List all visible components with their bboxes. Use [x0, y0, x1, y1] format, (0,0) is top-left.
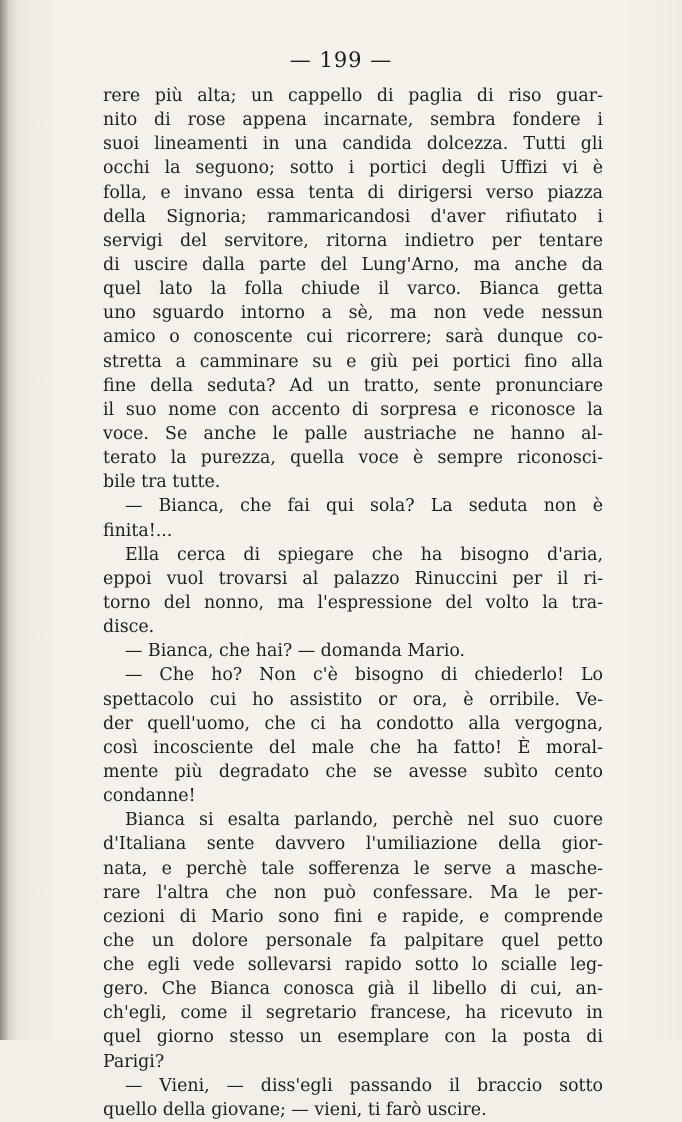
dialogue-line: — Bianca, che hai? — domanda Mario. — [125, 641, 466, 662]
dialogue-line: — Bianca, che fai qui sola? La seduta non è — [125, 496, 603, 517]
text-line: condanne! — [103, 786, 196, 807]
page-spine-shadow — [0, 0, 9, 1040]
text-line: rere più alta; un cappello di paglia di riso guar- — [103, 86, 603, 106]
text-line: suoi lineamenti in una candida dolcezza. Tutti gli — [103, 134, 603, 155]
text-line: cezioni di Mario sono fini e rapide, e comprende — [103, 906, 603, 927]
text-line: folla, e invano essa tenta di dirigersi verso piazza — [103, 182, 603, 203]
text-line: così incosciente del male che ha fatto! È moral- — [103, 737, 603, 758]
dialogue-line: — Vieni, — diss'egli passando il braccio sotto — [125, 1075, 603, 1096]
text-line: der quell'uomo, che ci ha condotto alla vergogna, — [103, 713, 603, 734]
text-line: bile tra tutte. — [103, 472, 221, 493]
text-line: d'Italiana sente davvero l'umiliazione della gior- — [103, 834, 603, 855]
text-line: quel lato la folla chiude il varco. Bianca getta — [103, 279, 603, 300]
page-number: — 199 — — [289, 48, 393, 72]
text-line: terato la purezza, quella voce è sempre riconosci- — [103, 448, 603, 469]
dialogue-line: — Che ho? Non c'è bisogno di chiederlo! Lo — [125, 665, 603, 686]
paragraph-start-line: Ella cerca di spiegare che ha bisogno d'aria, — [125, 544, 603, 565]
text-line: stretta a camminare su e giù pei portici fino alla — [103, 351, 603, 372]
text-line: ch'egli, come il segretario francese, ha ricevuto in — [103, 1003, 603, 1024]
text-line: voce. Se anche le palle austriache ne hanno al- — [103, 423, 603, 444]
text-line: amico o conoscente cui ricorrere; sarà dunque co- — [103, 327, 603, 348]
body-text — [103, 84, 603, 1122]
text-line: finita!... — [103, 520, 173, 541]
text-line: che egli vede sollevarsi rapido sotto lo scialle leg- — [103, 955, 603, 976]
text-line: occhi la seguono; sotto i portici degli Uffizi vi è — [103, 158, 603, 179]
text-line: nata, e perchè tale sofferenza le serve a masche- — [103, 858, 603, 879]
text-line: mente più degradato che se avesse subìto cento — [103, 761, 603, 782]
text-line: di uscire dalla parte del Lung'Arno, ma anche da — [103, 254, 603, 275]
text-line: rare l'altra che non può confessare. Ma le per- — [103, 882, 603, 903]
text-line: quello della giovane; — vieni, ti farò uscire. — [103, 1099, 487, 1120]
text-line: spettacolo cui ho assistito or ora, è orribile. Ve- — [103, 689, 603, 710]
text-line: quel giorno stesso un esemplare con la posta di — [103, 1027, 603, 1048]
text-line: torno del nonno, ma l'espressione del volto la tra- — [103, 592, 603, 613]
text-line: gero. Che Bianca conosca già il libello di cui, an- — [103, 979, 603, 1000]
text-line: servigi del servitore, ritorna indietro per tentare — [103, 230, 603, 251]
paragraph-start-line: Bianca si esalta parlando, perchè nel suo cuore — [125, 810, 603, 831]
text-line: disce. — [103, 617, 155, 638]
text-line: il suo nome con accento di sorpresa e riconosce la — [103, 399, 603, 420]
text-line: fine della seduta? Ad un tratto, sente pronunciare — [103, 375, 603, 396]
text-line: eppoi vuol trovarsi al palazzo Rinuccini per il ri- — [103, 568, 603, 589]
text-line: uno sguardo intorno a sè, ma non vede nessun — [103, 303, 603, 324]
text-line: nito di rose appena incarnate, sembra fondere i — [103, 110, 603, 131]
text-line: della Signoria; rammaricandosi d'aver rifiutato i — [103, 206, 603, 227]
text-line: che un dolore personale fa palpitare quel petto — [103, 930, 603, 951]
text-line: Parigi? — [103, 1051, 165, 1072]
